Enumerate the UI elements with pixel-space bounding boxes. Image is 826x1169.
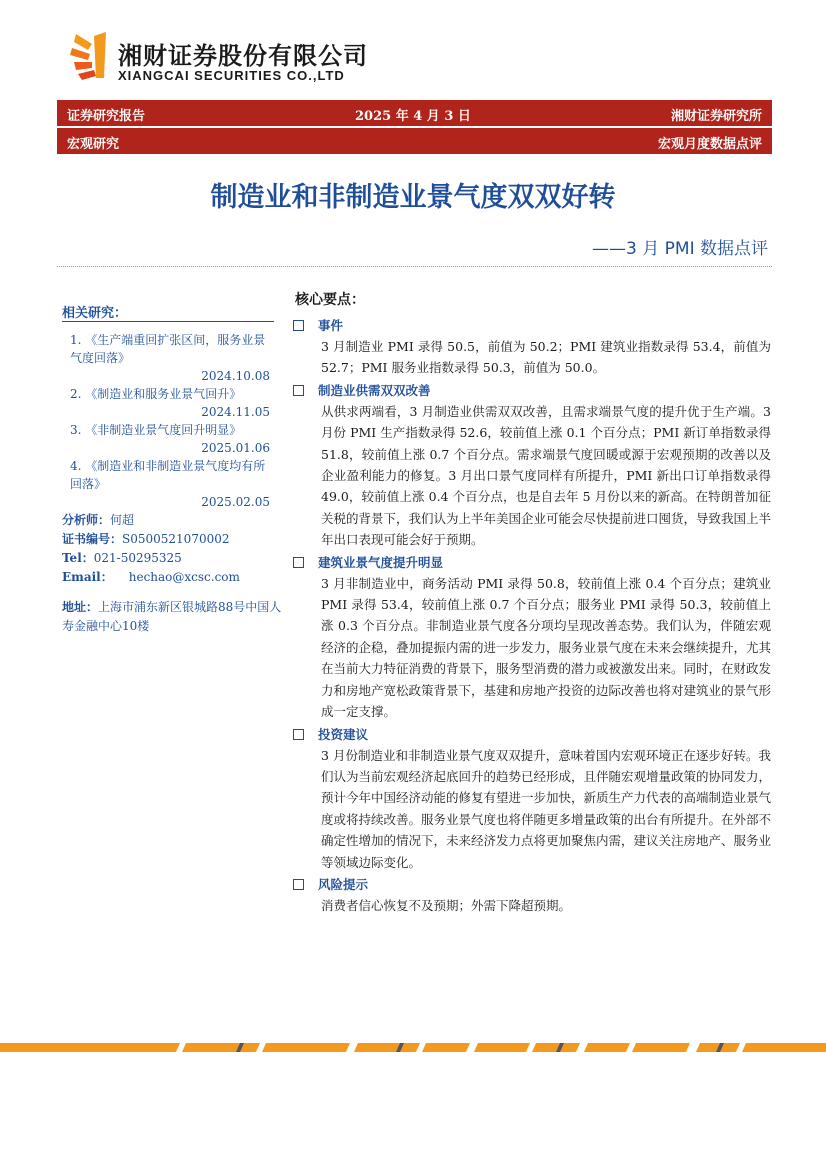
section-title: 制造业供需双双改善 <box>318 382 431 398</box>
address-info <box>62 598 282 636</box>
checkbox-icon <box>293 879 304 890</box>
related-item-title: 3. 《非制造业景气度回升明显》 <box>70 423 242 437</box>
section-body: 消费者信心恢复不及预期；外需下降超预期。 <box>321 897 572 913</box>
email-label: Email： <box>62 570 113 584</box>
core-points-heading: 核心要点： <box>295 292 365 308</box>
checkbox-icon <box>293 385 304 396</box>
related-item-date: 2025.02.05 <box>201 495 270 509</box>
section-manufacturing <box>293 381 771 551</box>
checkbox-icon <box>293 320 304 331</box>
related-item-date: 2024.10.08 <box>201 369 270 383</box>
section-risk <box>293 875 771 916</box>
report-column: 宏观月度数据点评 <box>657 137 762 152</box>
company-name-cn: 湘财证券股份有限公司 <box>118 42 368 70</box>
analyst-label: 分析师： <box>62 513 111 527</box>
section-construction <box>293 553 771 723</box>
institute-name: 湘财证券研究所 <box>670 109 762 124</box>
related-item[interactable] <box>70 385 270 421</box>
section-investment-advice <box>293 725 771 873</box>
analyst-info <box>62 511 282 587</box>
section-title: 事件 <box>318 318 344 333</box>
section-body: 3 月份制造业和非制造业景气度双双提升，意味着国内宏观环境正在逐步好转。我们认为当前宏观经济起底回升的趋势已经形成，且伴随宏观增量政策的协同发力，预计今年中国经济动能的修复有望进一步加快，新质生产力代表的高端制造业景气度或将持续改善。服务业景气度也将伴随更多增量政策的出台有所提升。在外部不确定性增加的情况下，未来经济发力点将更加聚焦内需，建议关注房地产、服务业等领域边际变化。 <box>321 747 772 870</box>
section-body: 3 月制造业 PMI 录得 50.5，前值为 50.2；PMI 建筑业指数录得 53.4，前值为 52.7；PMI 服务业指数录得 50.3，前值为 50.0。 <box>321 339 771 376</box>
related-item-title: 1. 《生产端重回扩张区间，服务业景气度回落》 <box>70 333 266 365</box>
tel-label: Tel： <box>62 551 94 565</box>
page-subtitle: ——3 月 PMI 数据点评 <box>592 239 768 259</box>
related-item[interactable] <box>70 421 270 457</box>
section-title: 投资建议 <box>318 726 369 742</box>
address-text: 上海市浦东新区银城路88号中国人寿金融中心10楼 <box>62 600 282 633</box>
report-type: 证券研究报告 <box>67 109 146 124</box>
related-item-title: 4. 《制造业和非制造业景气度均有所回落》 <box>70 459 266 491</box>
address-label: 地址： <box>62 600 99 614</box>
related-item[interactable] <box>70 331 270 385</box>
related-research-divider <box>62 321 274 322</box>
checkbox-icon <box>293 729 304 740</box>
tel-number: 021-50295325 <box>93 551 182 565</box>
analyst-name: 何超 <box>110 513 135 527</box>
email-link[interactable]: hechao@xcsc.com <box>128 570 240 584</box>
related-research-heading: 相关研究： <box>62 306 128 321</box>
core-points <box>293 316 771 918</box>
section-body: 从供求两端看，3 月制造业供需双双改善，且需求端景气度的提升优于生产端。3 月份 PMI 生产指数录得 52.6，较前值上涨 0.1 个百分点；PMI 新订单指数录得 51.8，较前值上涨 0.7 个百分点。需求端景气度回暖或源于宏观预期的改善以及企业盈利能力的修复。3 月出口景气度同样有所提升，PMI 新出口订单指数录得 49.0，较前值上涨 0.4 个百分点，也是自去年 5 月份以来的新高。在特朗普加征关税的背景下，我们认为上半年美国企业可能会尽快提前进口囤货，导致我国上半年出口表现可能会好于预期。 <box>321 403 772 548</box>
page-title: 制造业和非制造业景气度双双好转 <box>210 182 616 213</box>
cert-label: 证书编号： <box>62 532 123 546</box>
section-body: 3 月非制造业中，商务活动 PMI 录得 50.8，较前值上涨 0.4 个百分点；建筑业 PMI 录得 53.4，较前值上涨 0.7 个百分点；服务业 PMI 录得 50.3，较前值上涨 0.3 个百分点。非制造业景气度各分项均呈现改善态势。我们认为，伴随宏观经济的企稳，叠加提振内需的进一步发力，服务业景气度在未来会继续提升，尤其在当前大力特征消费的背景下，服务型消费的潜力或被激发出来。同时，在财政发力和房地产宽松政策背景下，基建和房地产投资的边际改善也将对建筑业的景气形成一定支撑。 <box>321 575 772 720</box>
header-bar-bottom <box>57 128 772 154</box>
related-item-title: 2. 《制造业和服务业景气回升》 <box>70 387 242 401</box>
related-item[interactable] <box>70 457 270 511</box>
section-title: 风险提示 <box>318 876 369 892</box>
company-name-en: XIANGCAI SECURITIES CO.,LTD <box>118 68 345 83</box>
company-logo <box>68 30 110 82</box>
title-divider <box>57 266 772 267</box>
related-research-list <box>70 331 270 511</box>
checkbox-icon <box>293 557 304 568</box>
report-date: 2025 年 4 月 3 日 <box>355 109 471 124</box>
related-item-date: 2025.01.06 <box>201 441 270 455</box>
cert-number: S0500521070002 <box>122 532 230 546</box>
footer-stripe <box>0 1043 826 1052</box>
section-event <box>293 316 771 379</box>
related-item-date: 2024.11.05 <box>201 405 270 419</box>
header-bar-top <box>57 100 772 126</box>
report-category: 宏观研究 <box>67 137 120 152</box>
section-title: 建筑业景气度提升明显 <box>318 554 444 570</box>
